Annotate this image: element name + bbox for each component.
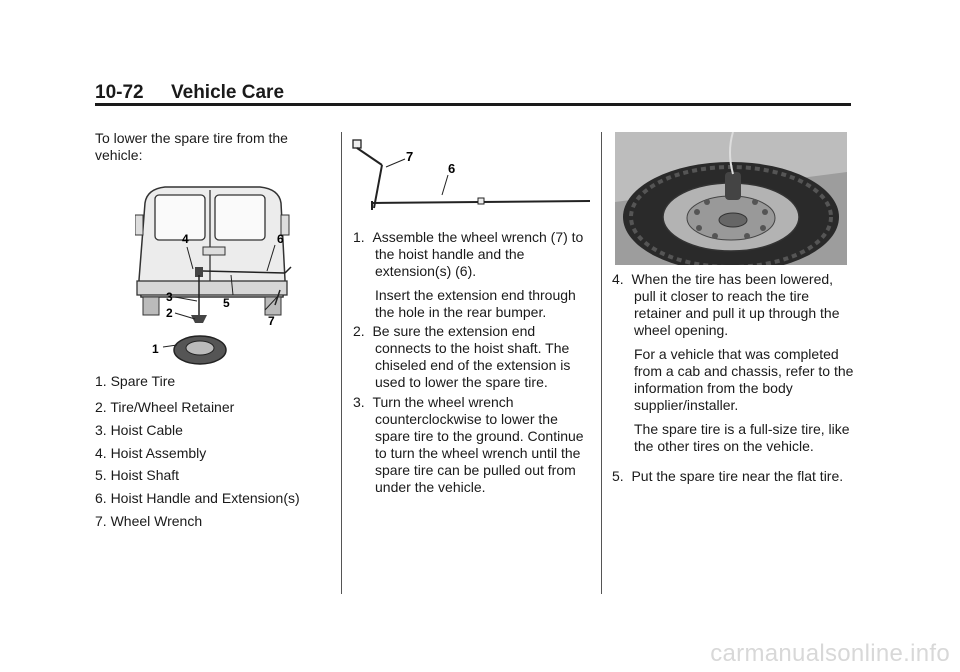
column-divider-1 xyxy=(341,132,342,594)
step-number: 2. xyxy=(353,323,365,339)
wrench-extension-diagram xyxy=(352,135,592,220)
step-note: Insert the extension end through the hole in the rear bumper. xyxy=(375,287,576,320)
parts-list-item: 6. Hoist Handle and Extension(s) xyxy=(95,490,300,506)
callout-2: 2 xyxy=(166,306,173,320)
callout-6: 6 xyxy=(448,161,456,176)
watermark: carmanualsonline.info xyxy=(710,640,950,667)
callout-7: 7 xyxy=(268,314,275,328)
callout-5: 5 xyxy=(223,296,230,310)
parts-list-item: 5. Hoist Shaft xyxy=(95,467,180,483)
step-text: Put the spare tire near the flat tire. xyxy=(631,468,844,484)
intro-text: To lower the spare tire from the vehicle: xyxy=(95,130,288,163)
parts-list-item: 1. Spare Tire xyxy=(95,373,176,389)
step-note: The spare tire is a full-size tire, like the other tires on the vehicle. xyxy=(634,421,850,454)
parts-list-item: 2. Tire/Wheel Retainer xyxy=(95,399,235,415)
step-1 xyxy=(353,229,593,321)
callout-3: 3 xyxy=(166,290,173,304)
callout-4: 4 xyxy=(182,232,189,246)
step-3 xyxy=(353,394,593,496)
callout-6: 6 xyxy=(277,232,284,246)
step-number: 1. xyxy=(353,229,365,245)
step-number: 3. xyxy=(353,394,365,410)
step-text: Be sure the extension end connects to the hoist shaft. The chiseled end of the extension is used to lower the spare tire. xyxy=(372,323,571,390)
spare-tire-photo xyxy=(615,132,847,265)
step-5 xyxy=(612,468,857,485)
step-text: Turn the wheel wrench counterclockwise to lower the spare tire to the ground. Continue to turn the wheel wrench until the spare tire can be pulled out from under the vehicle. xyxy=(372,394,584,495)
callout-1: 1 xyxy=(152,342,159,356)
step-text: Assemble the wheel wrench (7) to the hoist handle and the extension(s) (6). xyxy=(372,229,584,279)
step-number: 5. xyxy=(612,468,624,484)
step-2 xyxy=(353,323,593,391)
step-text: When the tire has been lowered, pull it closer to reach the tire retainer and pull it up through the wheel opening. xyxy=(631,271,840,338)
header-rule xyxy=(95,103,851,106)
section-title: Vehicle Care xyxy=(171,82,285,103)
column-divider-2 xyxy=(601,132,602,594)
page-number: 10-72 xyxy=(95,82,144,103)
parts-list-item: 3. Hoist Cable xyxy=(95,422,183,438)
step-4 xyxy=(612,271,857,455)
page-header xyxy=(95,82,284,104)
step-note: For a vehicle that was completed from a cab and chassis, refer to the information from the body supplier/installer. xyxy=(634,346,854,413)
parts-list-item: 4. Hoist Assembly xyxy=(95,445,207,461)
van-rear-diagram xyxy=(135,185,305,375)
callout-7: 7 xyxy=(406,149,414,164)
parts-list-item: 7. Wheel Wrench xyxy=(95,513,203,529)
step-number: 4. xyxy=(612,271,624,287)
